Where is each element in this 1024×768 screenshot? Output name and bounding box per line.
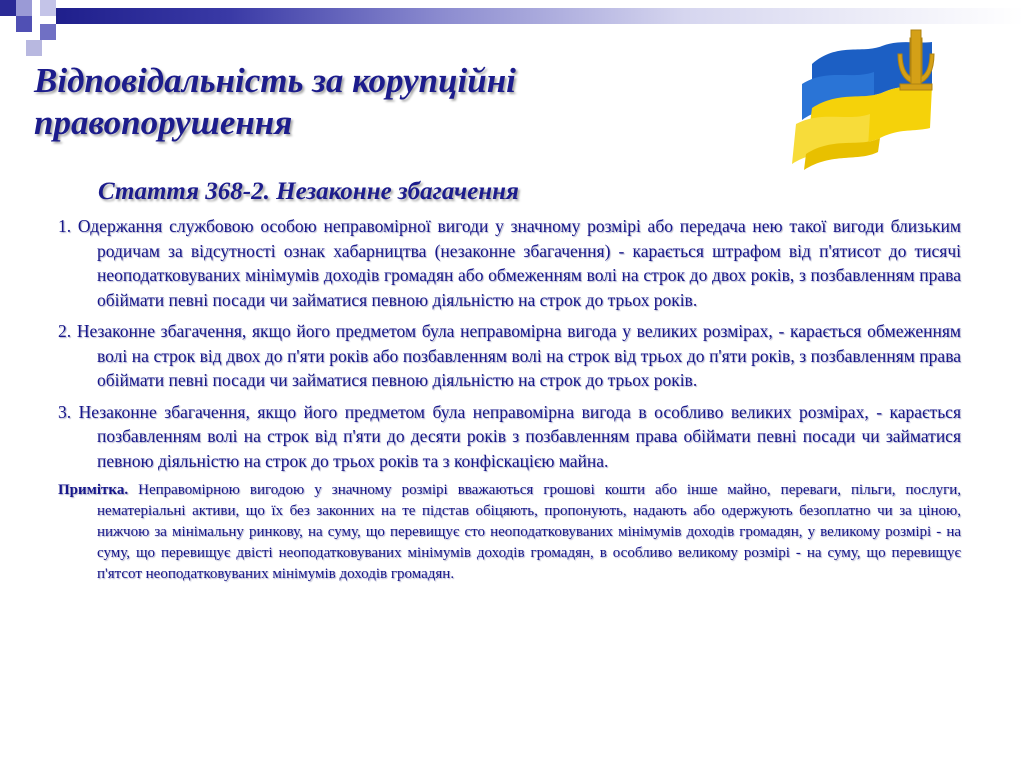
article-note: [58, 480, 961, 585]
decor-square: [16, 16, 32, 32]
article-heading: Стаття 368-2. Незаконне збагачення: [98, 178, 519, 205]
decor-square: [40, 0, 56, 16]
note-label: Примітка.: [58, 482, 129, 498]
article-paragraph-2: 2. Незаконне збагачення, якщо його предметом була неправомірна вигода у великих розмірах, - карається обмеженням волі на строк від двох до п'яти років або позбавленням волі на строк від трьох до п'яти років, з позбавленням права обіймати певні посади чи займатися певною діяльністю на строк до трьох років.: [58, 321, 961, 390]
decor-gradient-bar: [56, 8, 1024, 24]
decor-square: [16, 0, 32, 16]
article-paragraph-1: 1. Одержання службовою особою неправомірної вигоди у значному розмірі або передача нею такої вигоди близьким родичам за відсутності ознак хабарництва (незаконне збагачення) - карається штрафом від п'ятисот до тисячі неоподатковуваних мінімумів доходів громадян або обмеженням волі на строк до двох років, з позбавленням права обіймати певні посади чи займатися певною діяльністю на строк до трьох років.: [58, 216, 961, 310]
ukraine-flag-with-trident-icon: [782, 24, 950, 176]
decor-square: [0, 0, 16, 16]
article-body: [58, 214, 961, 592]
decor-square: [26, 40, 42, 56]
decor-square: [40, 24, 56, 40]
note-text: Неправомірною вигодою у значному розмірі вважаються грошові кошти або інше майно, переваги, пільги, послуги, нематеріальні активи, що їх без законних на те підстав обіцяють, пропонують, надають або одержують безоплатно чи за ціною, нижчою за мінімальну ринкову, на суму, що перевищує сто неоподатковуваних мінімумів доходів громадян, у великому розмірі - на суму, що перевищує двісті неоподатковуваних мінімумів доходів громадян, в особливо великому розмірі - на суму, що перевищує п'ятсот неоподатковуваних мінімумів доходів громадян.: [97, 482, 961, 582]
article-paragraph-3: 3. Незаконне збагачення, якщо його предметом була неправомірна вигода в особливо великих розмірах, - карається позбавленням волі на строк від п'яти до десяти років з позбавленням права обіймати певні посади чи займатися певною діяльністю на строк до трьох років та з конфіскацією майна.: [58, 401, 961, 471]
page-title: Відповідальність за корупційні правопорушення: [34, 61, 516, 142]
